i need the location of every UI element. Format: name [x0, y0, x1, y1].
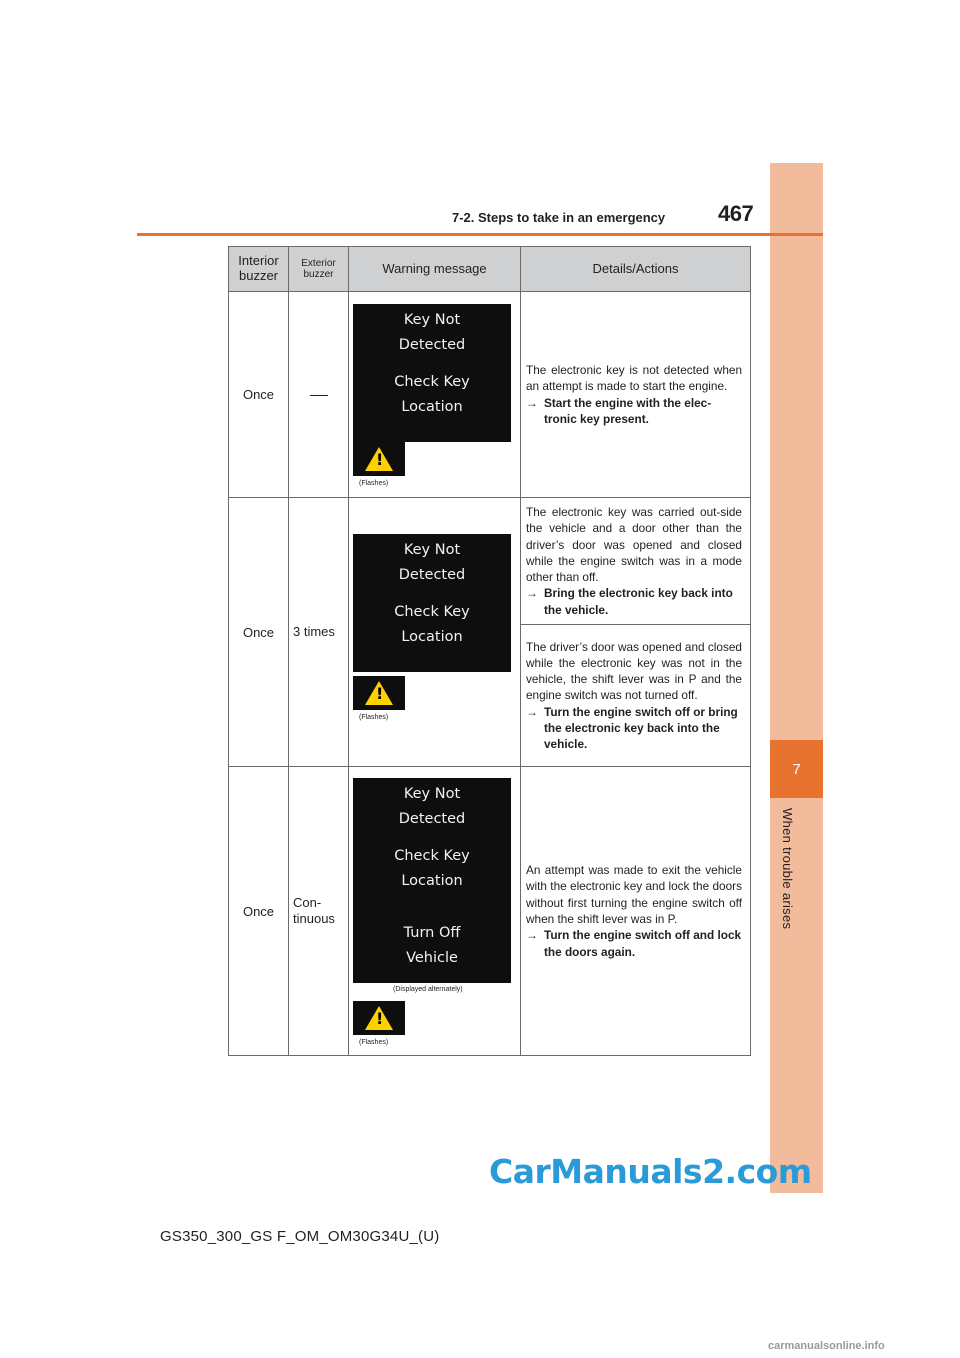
header-details-actions: Details/Actions — [521, 247, 751, 292]
chapter-label: When trouble arises — [780, 808, 795, 930]
flashes-caption: (Flashes) — [359, 480, 389, 487]
screen-line: Detected — [398, 811, 466, 828]
warning-triangle-icon — [365, 1006, 393, 1030]
chapter-number-tab[interactable]: 7 — [770, 740, 823, 798]
header-rule — [137, 233, 823, 236]
details-cell — [521, 292, 751, 498]
interior-buzzer-cell: Once — [229, 498, 289, 767]
carmanuals-watermark[interactable]: CarManuals2.com — [489, 1152, 812, 1191]
header-exterior-buzzer: Exterior buzzer — [289, 247, 349, 292]
dash-mark — [310, 395, 328, 396]
screen-line: Key Not — [403, 786, 461, 803]
screen-line: Vehicle — [406, 950, 458, 967]
warning-table — [228, 246, 751, 1056]
interior-buzzer-cell: Once — [229, 767, 289, 1056]
arrow-icon: → — [526, 395, 538, 410]
action-label: Bring the electronic key back into the vehicle. — [544, 586, 733, 617]
screen-line: Detected — [398, 567, 466, 583]
details-text: The electronic key is not detected when an attempt is made to start the engine. — [526, 362, 742, 394]
details-text: The electronic key was carried out-side the vehicle and a door other than the driver’s door was opened and closed while the engine switch was in a mode other than off. — [526, 505, 742, 585]
details-cell — [521, 767, 751, 1056]
key-not-detected-screen — [353, 534, 511, 672]
action-text — [526, 927, 742, 960]
side-tab-strip — [770, 163, 823, 1193]
screen-line: Location — [401, 629, 463, 645]
warning-message-cell — [349, 767, 521, 1056]
warning-message-cell — [349, 292, 521, 498]
screen-line: Check Key — [394, 604, 470, 620]
action-label: Turn the engine switch off and lock the doors again. — [544, 928, 742, 959]
screen-line: Check Key — [394, 848, 470, 865]
page-number: 467 — [718, 201, 754, 226]
arrow-icon: → — [526, 928, 538, 943]
arrow-icon: → — [526, 586, 538, 601]
turn-off-vehicle-screen — [353, 915, 511, 983]
action-text — [526, 395, 742, 428]
screen-spacer — [353, 832, 511, 844]
warning-indicator — [353, 676, 405, 710]
warning-message-cell — [349, 498, 521, 767]
screen-line: Key Not — [403, 542, 461, 558]
carmanualsonline-watermark[interactable]: carmanualsonline.info — [768, 1340, 885, 1352]
alternate-caption: (Displayed alternately) — [393, 986, 463, 994]
screen-line: Location — [401, 399, 463, 415]
warning-indicator — [353, 442, 405, 476]
details-text: The driver’s door was opened and closed while the electronic key was not in the vehicle, the shift lever was in P and the engine switch was not turned off. — [526, 639, 742, 703]
screen-spacer — [353, 588, 511, 600]
warning-triangle-icon — [365, 681, 393, 705]
section-title: 7-2. Steps to take in an emergency — [452, 210, 666, 225]
header-warning-message: Warning message — [349, 247, 521, 292]
action-text — [526, 704, 742, 753]
key-not-detected-screen — [353, 778, 511, 916]
header-interior-buzzer: Interior buzzer — [229, 247, 289, 292]
key-not-detected-screen — [353, 304, 511, 442]
screen-spacer — [353, 358, 511, 370]
details-cell — [521, 498, 751, 625]
exterior-buzzer-cell: Con-tinuous — [289, 767, 349, 1056]
screen-line: Key Not — [403, 312, 461, 328]
details-text: An attempt was made to exit the vehicle with the electronic key and lock the doors without first turning the engine switch off when the shift lever was in P. — [526, 863, 742, 927]
screen-line: Turn Off — [403, 925, 461, 942]
flashes-caption: (Flashes) — [359, 714, 389, 721]
action-label: Turn the engine switch off or bring the electronic key back into the vehicle. — [544, 704, 738, 752]
table-row — [229, 292, 751, 498]
details-cell — [521, 625, 751, 767]
action-text — [526, 585, 742, 618]
warning-triangle-icon — [365, 447, 393, 471]
screen-line: Location — [401, 873, 463, 890]
warning-indicator — [353, 1001, 405, 1035]
exterior-buzzer-cell: 3 times — [289, 498, 349, 767]
action-label: Start the engine with the elec-tronic key present. — [544, 395, 712, 426]
screen-line: Detected — [398, 337, 466, 353]
table-row — [229, 498, 751, 625]
document-code: GS350_300_GS F_OM_OM30G34U_(U) — [160, 1228, 440, 1245]
arrow-icon: → — [526, 704, 538, 719]
screen-line: Check Key — [394, 374, 470, 390]
flashes-caption: (Flashes) — [359, 1039, 389, 1047]
interior-buzzer-cell: Once — [229, 292, 289, 498]
exterior-buzzer-cell — [289, 292, 349, 498]
table-row — [229, 767, 751, 1056]
